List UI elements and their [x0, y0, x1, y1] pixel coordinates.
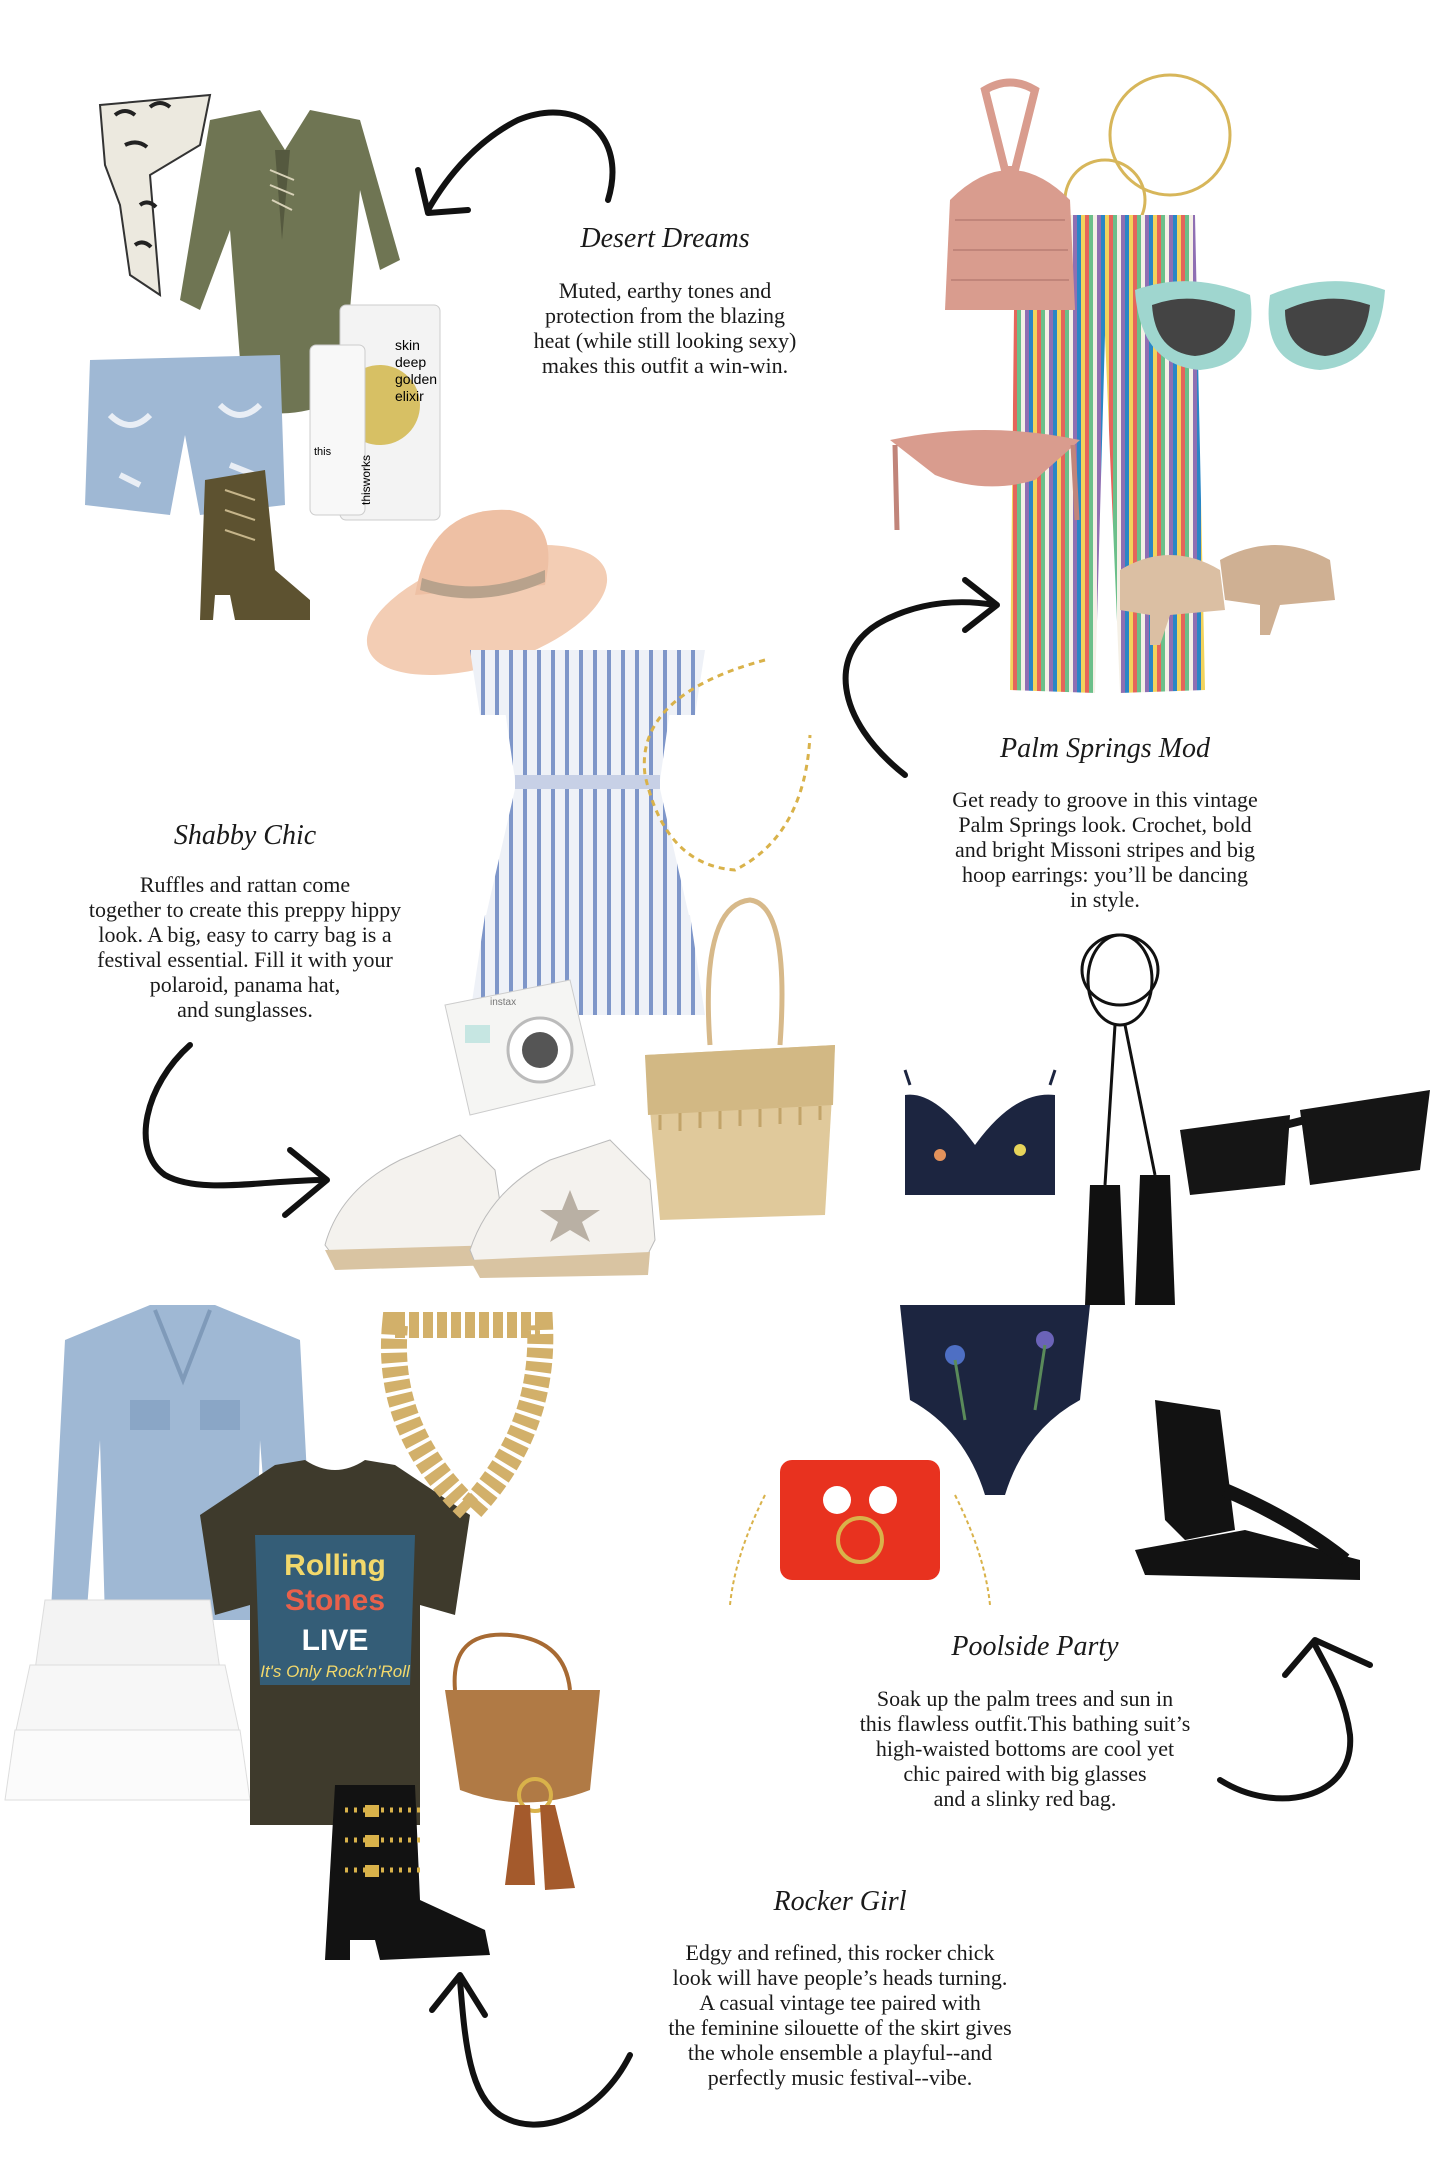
red-crossbody-bag-image: [725, 1455, 995, 1615]
shabby-chic-title: Shabby Chic: [173, 820, 317, 851]
bottle-label-1: skin: [395, 337, 420, 353]
studded-boots-image: [305, 1780, 495, 1965]
wrap-choker-image: [1070, 925, 1180, 1325]
tee-print-line-4: It's Only Rock'n'Roll: [260, 1662, 410, 1681]
bottle-brand-label: thisworks: [359, 454, 373, 505]
bottle-label-2: deep: [395, 354, 427, 370]
tee-print-line-1: Rolling: [284, 1549, 386, 1582]
poolside-party-arrow: [1215, 1615, 1395, 1815]
desert-dreams-arrow: [408, 95, 628, 225]
palm-springs-description: Get ready to groove in this vintage Palm Springs look. Crochet, bold and bright Missoni stripes and big hoop earrings: you’ll be dancing in style.: [952, 787, 1258, 912]
hoop-earrings-image: [1090, 60, 1250, 220]
palm-springs-arrow: [825, 570, 1005, 780]
fringe-slides-image: [1110, 530, 1340, 650]
rocker-girl-title: Rocker Girl: [773, 1886, 907, 1917]
crochet-bikini-bottom-image: [885, 420, 1085, 540]
black-lace-up-sandals-image: [1125, 1390, 1365, 1590]
floral-bralette-image: [895, 1065, 1065, 1215]
palm-springs-title: Palm Springs Mod: [1000, 733, 1210, 764]
rocker-girl-description: Edgy and refined, this rocker chick look will have people’s heads turning. A casual vintage tee paired with the feminine silouette of the skirt gives the whole ensemble a playful--and perfectly music festival--vibe.: [668, 1940, 1012, 2090]
tee-print-line-2: Stones: [284, 1584, 386, 1617]
tube-brand-label: this: [314, 446, 332, 458]
crochet-halter-top-image: [935, 80, 1085, 320]
black-sunglasses-image: [1175, 1085, 1435, 1200]
rocker-girl-arrow: [420, 1965, 640, 2145]
suede-boot-image: [195, 470, 315, 625]
gold-collar-necklace-image: [365, 1310, 565, 1520]
bottle-label-4: elixir: [395, 388, 424, 404]
camera-brand-label: instax: [490, 997, 517, 1008]
star-sneakers-image: [320, 1130, 660, 1280]
straw-tote-image: [640, 895, 840, 1225]
shabby-chic-arrow: [135, 1040, 335, 1225]
instant-camera-image: [430, 975, 600, 1140]
mint-sunglasses-image: [1130, 270, 1390, 380]
tee-print-line-3: LIVE: [301, 1624, 369, 1657]
desert-dreams-title: Desert Dreams: [580, 223, 750, 254]
shabby-chic-description: Ruffles and rattan come together to create this preppy hippy look. A big, easy to carry bag is a festival essential. Fill it with your polaroid, panama hat, and sunglasses.: [88, 872, 402, 1022]
bottle-label-3: golden: [395, 371, 438, 387]
skincare-bottles-image: [300, 285, 450, 525]
poolside-party-description: Soak up the palm trees and sun in this flawless outfit.This bathing suit’s high-waisted bottoms are cool yet chic paired with big glasses and a slinky red bag.: [859, 1686, 1191, 1811]
gold-choker-image: [615, 655, 825, 880]
poolside-party-title: Poolside Party: [951, 1631, 1119, 1662]
desert-dreams-description: Muted, earthy tones and protection from the blazing heat (while still looking sexy) makes this outfit a win-win.: [533, 278, 797, 378]
